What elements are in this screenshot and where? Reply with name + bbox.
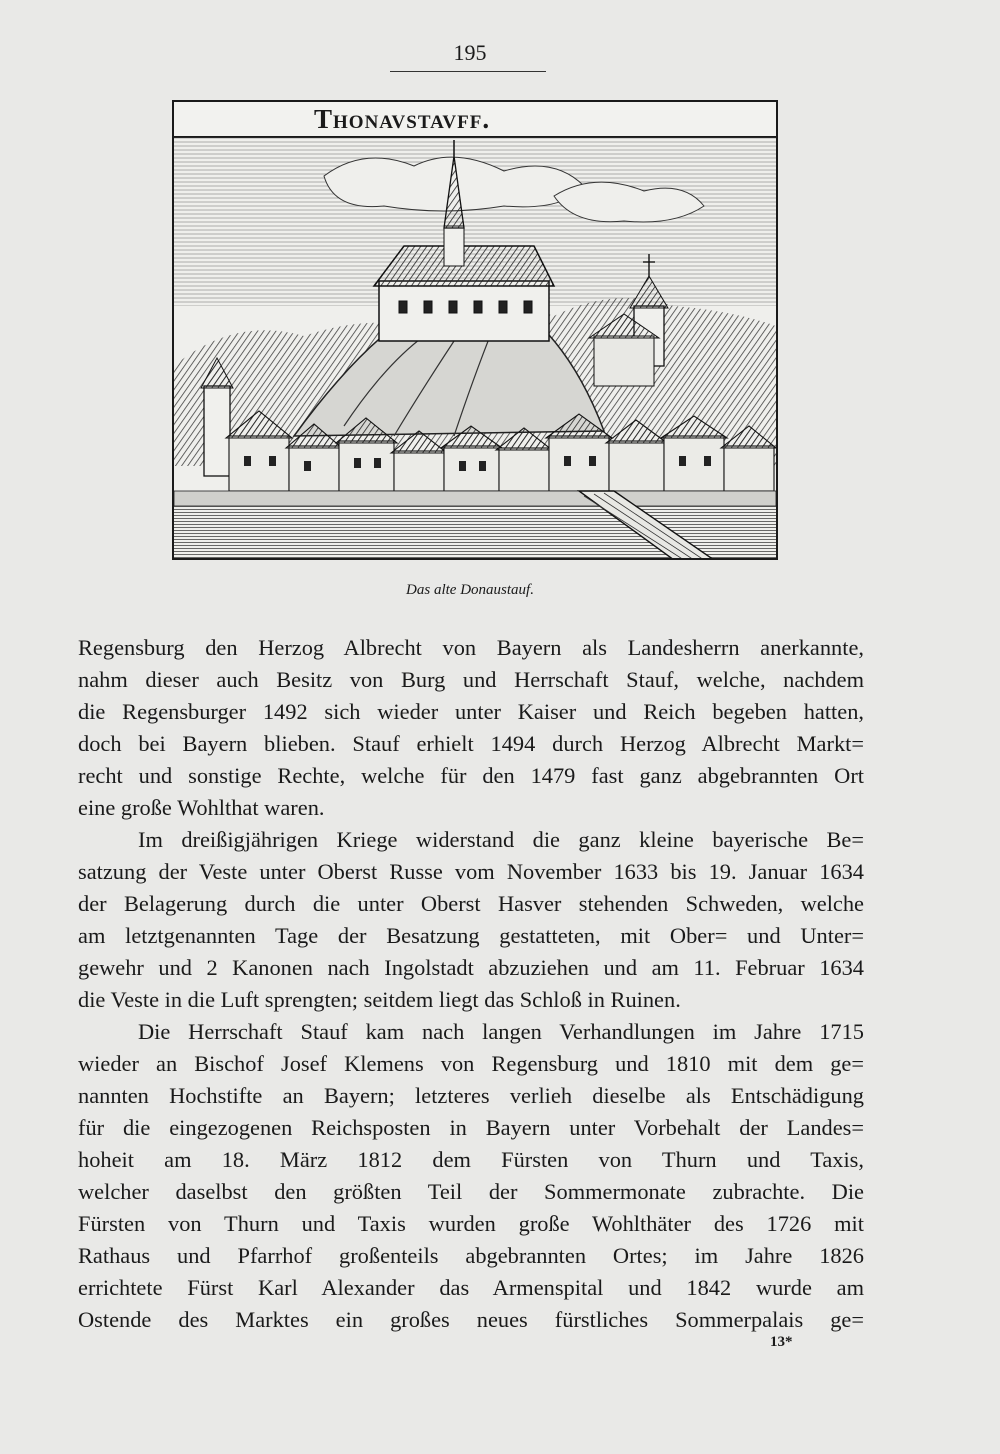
text-line: welcher daselbst den größten Teil der Sommermonate zubrachte. Die <box>78 1179 864 1204</box>
text-line: Im dreißigjährigen Kriege widerstand die ganz kleine bayerische Be= <box>138 827 864 852</box>
text-line: Die Herrschaft Stauf kam nach langen Verhandlungen im Jahre 1715 <box>138 1019 864 1044</box>
text-line: hoheit am 18. März 1812 dem Fürsten von Thurn und Taxis, <box>78 1147 864 1172</box>
text-line: nahm dieser auch Besitz von Burg und Herrschaft Stauf, welche, nachdem <box>78 667 864 692</box>
text-line: nannten Hochstifte an Bayern; letzteres verlieh dieselbe als Entschädigung <box>78 1083 864 1108</box>
signature-mark: 13* <box>770 1334 793 1350</box>
engraving-illustration <box>174 136 776 560</box>
page-number: 195 <box>453 40 487 65</box>
text-line: recht und sonstige Rechte, welche für den 1479 fast ganz abgebrannten Ort <box>78 763 864 788</box>
page-number-rule <box>390 71 546 72</box>
text-line: doch bei Bayern blieben. Stauf erhielt 1494 durch Herzog Albrecht Markt= <box>78 731 864 756</box>
shore <box>174 491 776 506</box>
text-line: Fürsten von Thurn und Taxis wurden große Wohlthäter des 1726 mit <box>78 1211 864 1236</box>
text-line: errichtete Fürst Karl Alexander das Armenspital und 1842 wurde am <box>78 1275 864 1300</box>
text-line: die Veste in die Luft sprengten; seitdem liegt das Schloß in Ruinen. <box>78 987 681 1012</box>
figure-engraving <box>172 100 778 560</box>
text-line: am letztgenannten Tage der Besatzung gestatteten, mit Ober= und Unter= <box>78 923 864 948</box>
text-line: die Regensburger 1492 sich wieder unter Kaiser und Reich begeben hatten, <box>78 699 864 724</box>
figure-caption: Das alte Donaustauf. <box>406 582 534 598</box>
text-line: gewehr und 2 Kanonen nach Ingolstadt abzuziehen und am 11. Februar 1634 <box>78 955 864 980</box>
body-text <box>78 632 864 1336</box>
text-line: wieder an Bischof Josef Klemens von Regensburg und 1810 mit dem ge= <box>78 1051 864 1076</box>
text-line: für die eingezogenen Reichsposten in Bayern unter Vorbehalt der Landes= <box>78 1115 864 1140</box>
figure-title-box <box>174 102 776 138</box>
figure-title: Thonavstavff. <box>314 104 491 134</box>
left-tower <box>204 386 230 476</box>
text-line: Regensburg den Herzog Albrecht von Bayern als Landesherrn anerkannte, <box>78 635 864 660</box>
text-line: der Belagerung durch die unter Oberst Hasver stehenden Schweden, welche <box>78 891 864 916</box>
text-line: Rathaus und Pfarrhof großenteils abgebrannten Ortes; im Jahre 1826 <box>78 1243 864 1268</box>
text-line: eine große Wohlthat waren. <box>78 795 325 820</box>
text-line: Ostende des Marktes ein großes neues fürstliches Sommerpalais ge= <box>78 1307 864 1332</box>
text-line: satzung der Veste unter Oberst Russe vom November 1633 bis 19. Januar 1634 <box>78 859 864 884</box>
